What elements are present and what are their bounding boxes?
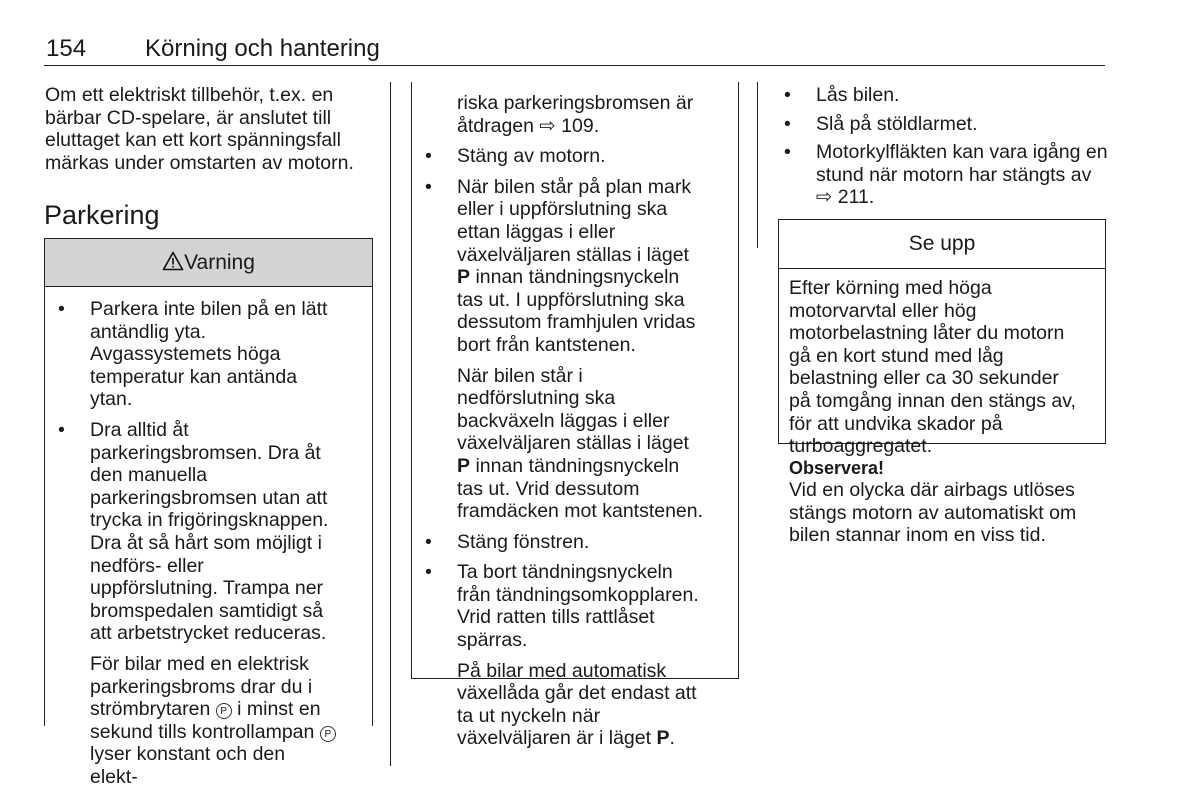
section-title: Körning och hantering	[145, 35, 380, 62]
parkering-heading: Parkering	[44, 200, 160, 230]
list-item: • Motorkylfläkten kan vara igång en stund när motorn har stängts av ⇨ 211.	[784, 141, 1108, 209]
continuation-text: riska parkeringsbromsen är åtdragen ⇨ 109.	[457, 92, 694, 137]
gear-position-p: P	[457, 454, 471, 477]
caution-title: Se upp	[779, 220, 1105, 269]
caution-body: Efter körning med höga motorvarvtal eller hög motorbelastning låter du motorn gå en kort stund med låg belastning eller ca 30 sekunder på tomgång innan den stängs av, för att undvika skador på turboaggregatet.	[789, 277, 1076, 458]
warning-bullet: • När bilen står på plan mark eller i uppförslutning ska ettan läggas i eller växelväljaren ställas i läget P innan tändningsnyckeln tas ut. I uppförslutning ska dessutom framhjulen vridas bort från kantstenen.	[425, 175, 696, 356]
warning-paragraph: För bilar med en elektrisk parkeringsbroms drar du i strömbrytaren P i minst en sekund tills kontrollampan P lyser konstant och den elekt-	[53, 653, 337, 789]
warning-triangle-icon	[162, 241, 184, 288]
warning-paragraph: På bilar med automatisk växellåda går det endast att ta ut nyckeln när växelväljaren är i läget P.	[457, 659, 697, 750]
page-number: 154	[46, 35, 87, 62]
warning-bullet: • Dra alltid åt parkeringsbromsen. Dra åt den manuella parkeringsbromsen utan att trycka in frigöringsknappen. Dra åt så hårt som möjligt i nedförs- eller uppförslutning. Trampa ner bromspedalen samtidigt så att arbetstrycket reduceras.	[58, 418, 329, 645]
gear-position-p: P	[457, 266, 471, 289]
list-item: • Lås bilen.	[784, 84, 900, 106]
note-body: Vid en olycka där airbags utlöses stängs motorn av automatiskt om bilen stannar inom en viss tid.	[789, 479, 1077, 547]
warning-bullet: • Stäng fönstren.	[425, 530, 590, 553]
parking-brake-symbol-icon: P	[216, 703, 232, 719]
note-title: Observera!	[789, 458, 885, 478]
header-rule	[44, 65, 1105, 66]
parking-brake-symbol-icon: P	[320, 726, 336, 742]
page-ref: 211.	[837, 186, 875, 209]
warning-box	[44, 238, 373, 788]
warning-box-continuation	[411, 82, 739, 750]
intro-text: Om ett elektriskt tillbehör, t.ex. en bärbar CD-spelare, är anslutet till eluttaget kan ett kort spänningsfall märkas under omstarten av motorn.	[45, 84, 354, 174]
warning-bullet: • Stäng av motorn.	[425, 145, 606, 168]
caution-box	[778, 219, 1106, 458]
warning-title: Varning	[184, 251, 255, 274]
warning-bullet: • Parkera inte bilen på en lätt antändlig yta. Avgassystemets höga temperatur kan antända ytan.	[58, 298, 328, 411]
column-divider-2	[757, 82, 758, 248]
warning-header	[45, 239, 372, 287]
page-ref: 109.	[561, 114, 600, 137]
column-divider-1	[390, 82, 391, 766]
list-item: • Slå på stöldlarmet.	[784, 112, 978, 135]
warning-bullet: • Ta bort tändningsnyckeln från tändningsomkopplaren. Vrid ratten tills rattlåset spärras.	[425, 561, 699, 652]
gear-position-p: P	[656, 727, 670, 750]
warning-paragraph: När bilen står i nedförslutning ska backväxeln läggas i eller växelväljaren ställas i läget P innan tändningsnyckeln tas ut. Vrid dessutom framdäcken mot kantstenen.	[457, 364, 704, 523]
page-ref-arrow-icon: ⇨	[539, 114, 556, 137]
page-ref-arrow-icon: ⇨	[816, 186, 833, 209]
